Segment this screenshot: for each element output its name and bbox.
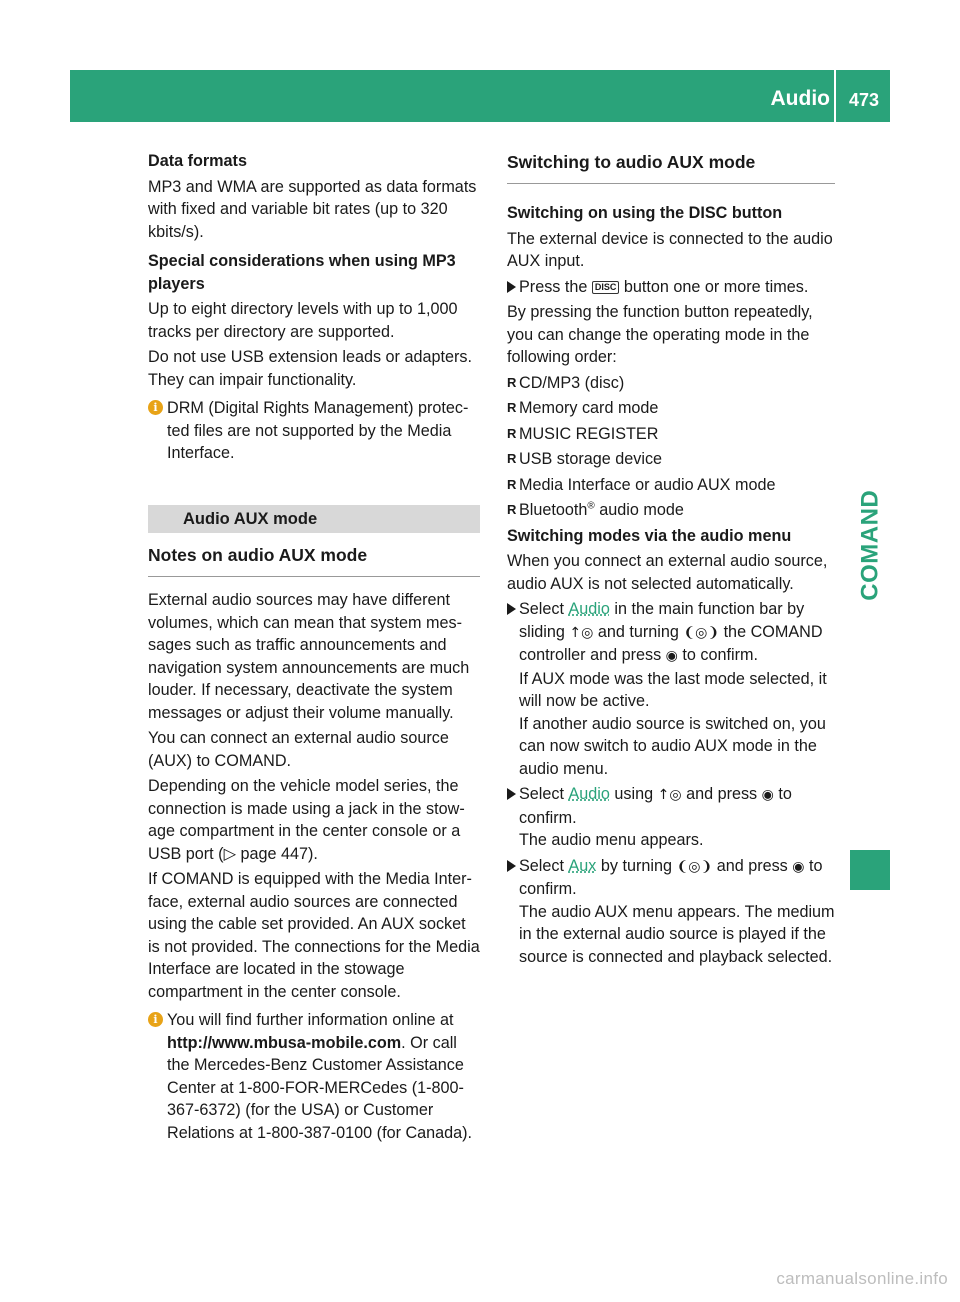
step-select-audio-2: [507, 783, 835, 852]
step-text: Select: [519, 856, 564, 875]
info-icon: i: [148, 1012, 163, 1027]
mode-item: [507, 499, 835, 522]
mp3-title: Special considerations when using MP3 players: [148, 252, 456, 293]
aux-section-band: Audio AUX mode: [148, 505, 480, 534]
disc-text: The external device is connected to the audio AUX input.: [507, 229, 833, 270]
step-arrow-icon: [507, 603, 516, 615]
press-icon: ◉: [665, 648, 678, 664]
section-title: Audio: [770, 87, 830, 110]
mp3-text-1: Up to eight directory levels with up to 1,000 tracks per directory are supported.: [148, 300, 458, 341]
step-text: by turning: [600, 856, 672, 875]
display-text-aux: Aux: [568, 856, 597, 875]
mode-label: USB storage device: [519, 450, 663, 468]
info-icon: i: [148, 400, 163, 415]
step-text: and press: [716, 856, 788, 875]
disc-button-icon: DISC: [592, 281, 620, 294]
aux-heading: Switching to audio AUX mode: [507, 150, 835, 184]
step-text: in the main function bar by sliding: [519, 600, 805, 641]
registered-mark: ®: [587, 500, 595, 512]
bullet-icon: R: [507, 476, 517, 492]
step-text: Press the: [519, 277, 588, 296]
mode-label: Media Interface or audio AUX mode: [519, 475, 776, 494]
display-text-audio: Audio: [568, 785, 610, 803]
bullet-icon: R: [507, 502, 517, 517]
mode-item: [507, 423, 835, 446]
step-result: The audio AUX menu appears. The medium in the external audio source is played if the source is connected and playback selected.: [519, 902, 835, 966]
info-note-text-a: You will find further information online at: [167, 1011, 454, 1029]
mode-label: audio mode: [594, 501, 684, 519]
step-text: to confirm.: [519, 856, 823, 898]
disc-title: Switching on using the DISC button: [507, 204, 783, 222]
info-note: [148, 1009, 480, 1144]
step-result: If AUX mode was the last mode selected, it will now be active.: [519, 669, 827, 710]
bullet-icon: R: [507, 374, 517, 390]
mode-item: [507, 474, 835, 497]
mode-label: CD/MP3 (disc): [519, 373, 625, 392]
mode-label: Bluetooth: [519, 501, 588, 519]
data-formats-text: MP3 and WMA are supported as data formats with fixed and variable bit rates (up to 320 kbits/s).: [148, 177, 477, 241]
right-column: [507, 150, 835, 971]
step-arrow-icon: [507, 788, 516, 800]
mode-item: [507, 448, 835, 471]
header-divider: [834, 70, 836, 122]
step-arrow-icon: [507, 860, 516, 872]
data-formats-title: Data formats: [148, 152, 247, 170]
side-tab: [850, 470, 890, 620]
drm-note-text: DRM (Digital Rights Management) protected files are not supported by the Media Interface.: [167, 399, 469, 462]
notes-paragraph-1: External audio sources may have different volumes, which can mean that system messages such as traffic announcements and navigation system announcements are much louder. If necessary, deactivate the system messages or adjust their volume manually.: [148, 591, 470, 722]
notes-paragraph-4: If COMAND is equipped with the Media Interface, external audio sources are connected using the cable set provided. An AUX socket is not provided. The connections for the Media Interface are located in the stowage compartment in the center console.: [148, 870, 480, 1001]
step-text: using: [614, 785, 654, 803]
press-icon: ◉: [761, 787, 774, 803]
turn-icon: ❨◎❩: [676, 858, 713, 875]
mode-label: Memory card mode: [519, 399, 659, 417]
step-select-audio: [507, 598, 835, 780]
step-result: The audio menu appears.: [519, 831, 704, 849]
page-number: 473: [848, 90, 880, 110]
mp3-text-2: Do not use USB extension leads or adapters. They can impair functionality.: [148, 348, 472, 389]
order-text: By pressing the function button repeatedly, you can change the operating mode in the following order:: [507, 303, 813, 366]
display-text-audio: Audio: [568, 600, 610, 618]
step-select-aux: [507, 855, 835, 969]
info-note-text-b: . Or call the Mercedes-Benz Customer Assistance Center at 1-800-FOR-MERCedes (1-800-367-6372) (for the USA) or Customer Relations at 1-800-387-0100 (for Canada).: [167, 1033, 473, 1142]
side-block: [850, 850, 890, 890]
bullet-icon: R: [507, 451, 517, 466]
info-url[interactable]: http://www.mbusa-mobile.com: [167, 1033, 402, 1052]
step-text: to confirm.: [682, 646, 758, 664]
step-text: button one or more times.: [623, 277, 809, 296]
side-tab-label: COMAND: [855, 489, 883, 601]
step-arrow-icon: [507, 281, 516, 293]
mode-item: [507, 372, 835, 395]
slide-up-icon: ↑◎: [657, 787, 682, 803]
step-text: Select: [519, 600, 564, 618]
slide-up-icon: ↑◎: [569, 624, 594, 641]
turn-icon: ❨◎❩: [683, 624, 720, 641]
mode-item: [507, 397, 835, 420]
notes-paragraph-2: You can connect an external audio source (AUX) to COMAND.: [148, 729, 449, 770]
menu-title: Switching modes via the audio menu: [507, 526, 792, 545]
step-result: If another audio source is switched on, you can now switch to audio AUX mode in the audio menu.: [519, 714, 826, 778]
watermark: carmanualsonline.info: [776, 1269, 948, 1288]
step-text: and turning: [597, 622, 679, 641]
bullet-icon: R: [507, 425, 517, 441]
mode-label: MUSIC REGISTER: [519, 424, 659, 443]
notes-heading: Notes on audio AUX mode: [148, 543, 480, 577]
menu-text: When you connect an external audio source, audio AUX is not selected automatically.: [507, 552, 828, 593]
step-text: Select: [519, 785, 564, 803]
step-text: and press: [686, 785, 758, 803]
bullet-icon: R: [507, 400, 517, 415]
step-press-disc: [507, 276, 835, 299]
left-column: [148, 150, 480, 1147]
drm-note: [148, 397, 480, 465]
step-text: to confirm.: [519, 785, 792, 827]
step-text: the COMAND controller and press: [519, 622, 823, 664]
notes-paragraph-3: Depending on the vehicle model series, the connection is made using a jack in the stowage compartment in the center console or a USB port (▷ page 447).: [148, 777, 465, 863]
press-icon: ◉: [792, 858, 805, 875]
